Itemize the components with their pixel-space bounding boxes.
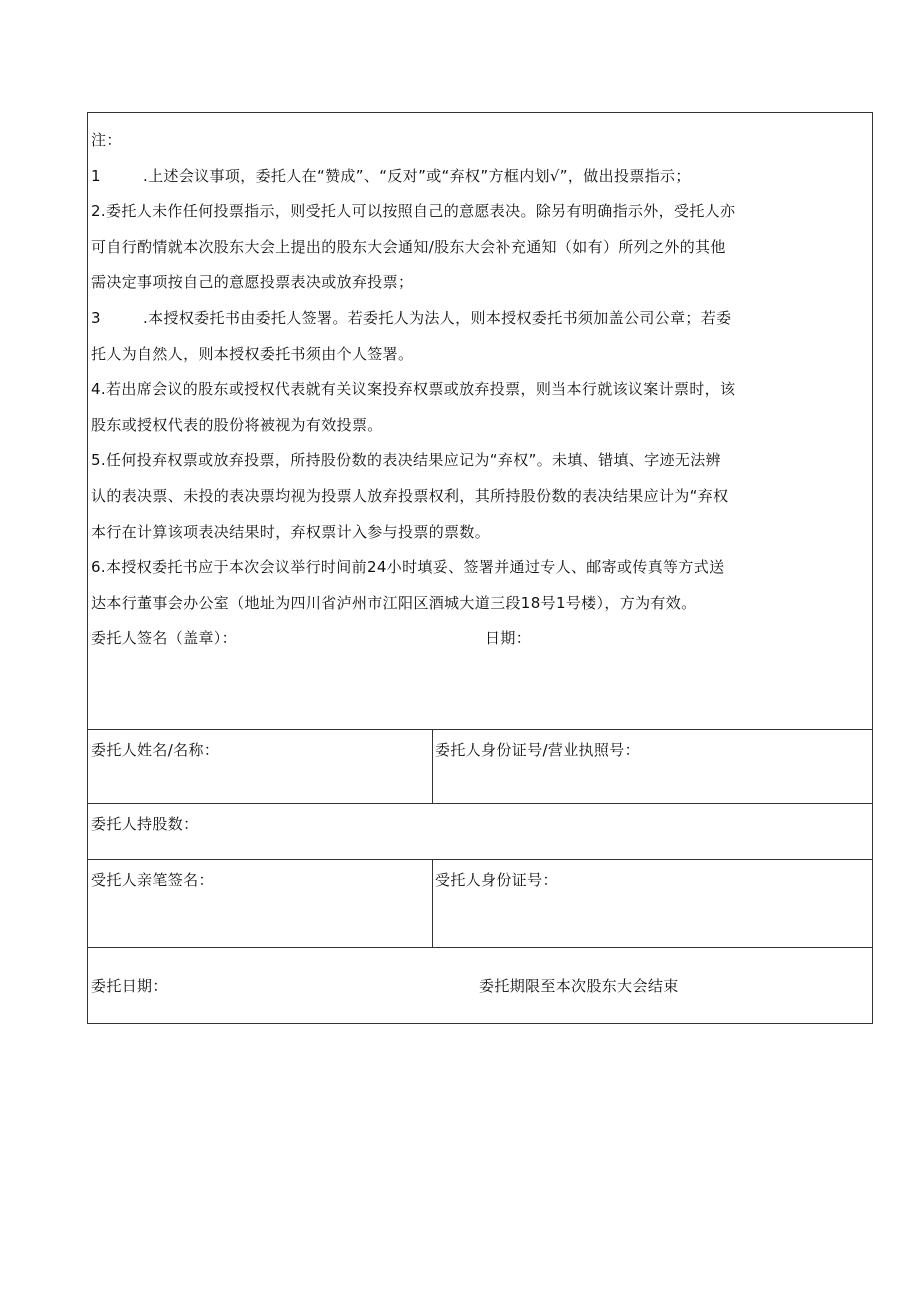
note-number: 4. xyxy=(91,380,107,399)
note-continuation: 股东或授权代表的股份将被视为有效投票。 xyxy=(91,415,383,434)
note-text: 若出席会议的股东或授权代表就有关议案投弃权票或放弃投票，则当本行就该议案计票时，该 xyxy=(106,380,736,399)
principal-name-label: 委托人姓名/名称： xyxy=(91,741,220,759)
note-text: .上述会议事项，委托人在“赞成”、“反对”或“弃权”方框内划√”，做出投票指示； xyxy=(143,166,691,185)
note-number: 3 xyxy=(91,308,101,327)
note-text: 本授权委托书应于本次会议举行时间前24小时填妥、签署并通过专人、邮寄或传真等方式送 xyxy=(106,558,725,577)
entrust-term-text: 委托期限至本次股东大会结束 xyxy=(479,977,679,995)
note-text: 委托人未作任何投票指示，则受托人可以按照自己的意愿表决。除另有明确指示外，受托人亦 xyxy=(106,202,736,221)
note-continuation: 认的表决票、未投的表决票均视为投票人放弃投票权利，其所持股份数的表决结果应计为“弃权 xyxy=(91,486,729,505)
note-text: .本授权委托书由委托人签署。若委托人为法人，则本授权委托书须加盖公司公章；若委 xyxy=(143,308,732,327)
note-item-3 xyxy=(91,301,868,337)
signature-row xyxy=(91,621,868,657)
note-continuation: 达本行董事会办公室（地址为四川省泸州市江阳区酒城大道三段18号1号楼），方为有效。 xyxy=(91,593,697,612)
note-number: 5. xyxy=(91,451,107,470)
proxy-form xyxy=(87,112,873,1024)
principal-row xyxy=(88,730,872,804)
principal-signature-label: 委托人签名（盖章）： xyxy=(91,629,238,648)
note-item-5 xyxy=(91,443,868,479)
signature-date-label: 日期： xyxy=(485,629,532,648)
note-item-4 xyxy=(91,372,868,408)
shares-held-label: 委托人持股数： xyxy=(91,815,199,833)
entrust-date-label: 委托日期： xyxy=(91,977,168,995)
note-number: 2. xyxy=(91,202,107,221)
principal-id-label: 委托人身份证号/营业执照号： xyxy=(435,741,640,759)
notes-section xyxy=(88,113,872,730)
date-row xyxy=(88,948,872,1023)
notes-heading: 注： xyxy=(91,131,122,149)
principal-id-field[interactable] xyxy=(433,730,872,803)
note-continuation: 可自行酌情就本次股东大会上提出的股东大会通知/股东大会补充通知（如有）所列之外的其他 xyxy=(91,237,726,256)
note-number: 6. xyxy=(91,558,107,577)
note-item-2 xyxy=(91,194,868,230)
shares-held-field[interactable] xyxy=(88,804,872,859)
note-number: 1 xyxy=(91,166,101,185)
shares-row xyxy=(88,804,872,860)
note-item-1 xyxy=(91,159,868,195)
note-continuation: 需决定事项按自己的意愿投票表决或放弃投票； xyxy=(91,273,414,292)
note-text: 任何投弃权票或放弃投票，所持股份数的表决结果应记为“弃权”。未填、错填、字迹无法辨 xyxy=(106,451,721,470)
note-continuation: 托人为自然人，则本授权委托书须由个人签署。 xyxy=(91,344,414,363)
agent-id-field[interactable] xyxy=(433,860,872,947)
note-item-6 xyxy=(91,550,868,586)
agent-signature-label: 受托人亲笔签名： xyxy=(91,871,214,889)
note-continuation: 本行在计算该项表决结果时，弃权票计入参与投票的票数。 xyxy=(91,522,491,541)
principal-name-field[interactable] xyxy=(88,730,433,803)
agent-row xyxy=(88,860,872,948)
agent-id-label: 受托人身份证号： xyxy=(435,871,558,889)
agent-signature-field[interactable] xyxy=(88,860,433,947)
